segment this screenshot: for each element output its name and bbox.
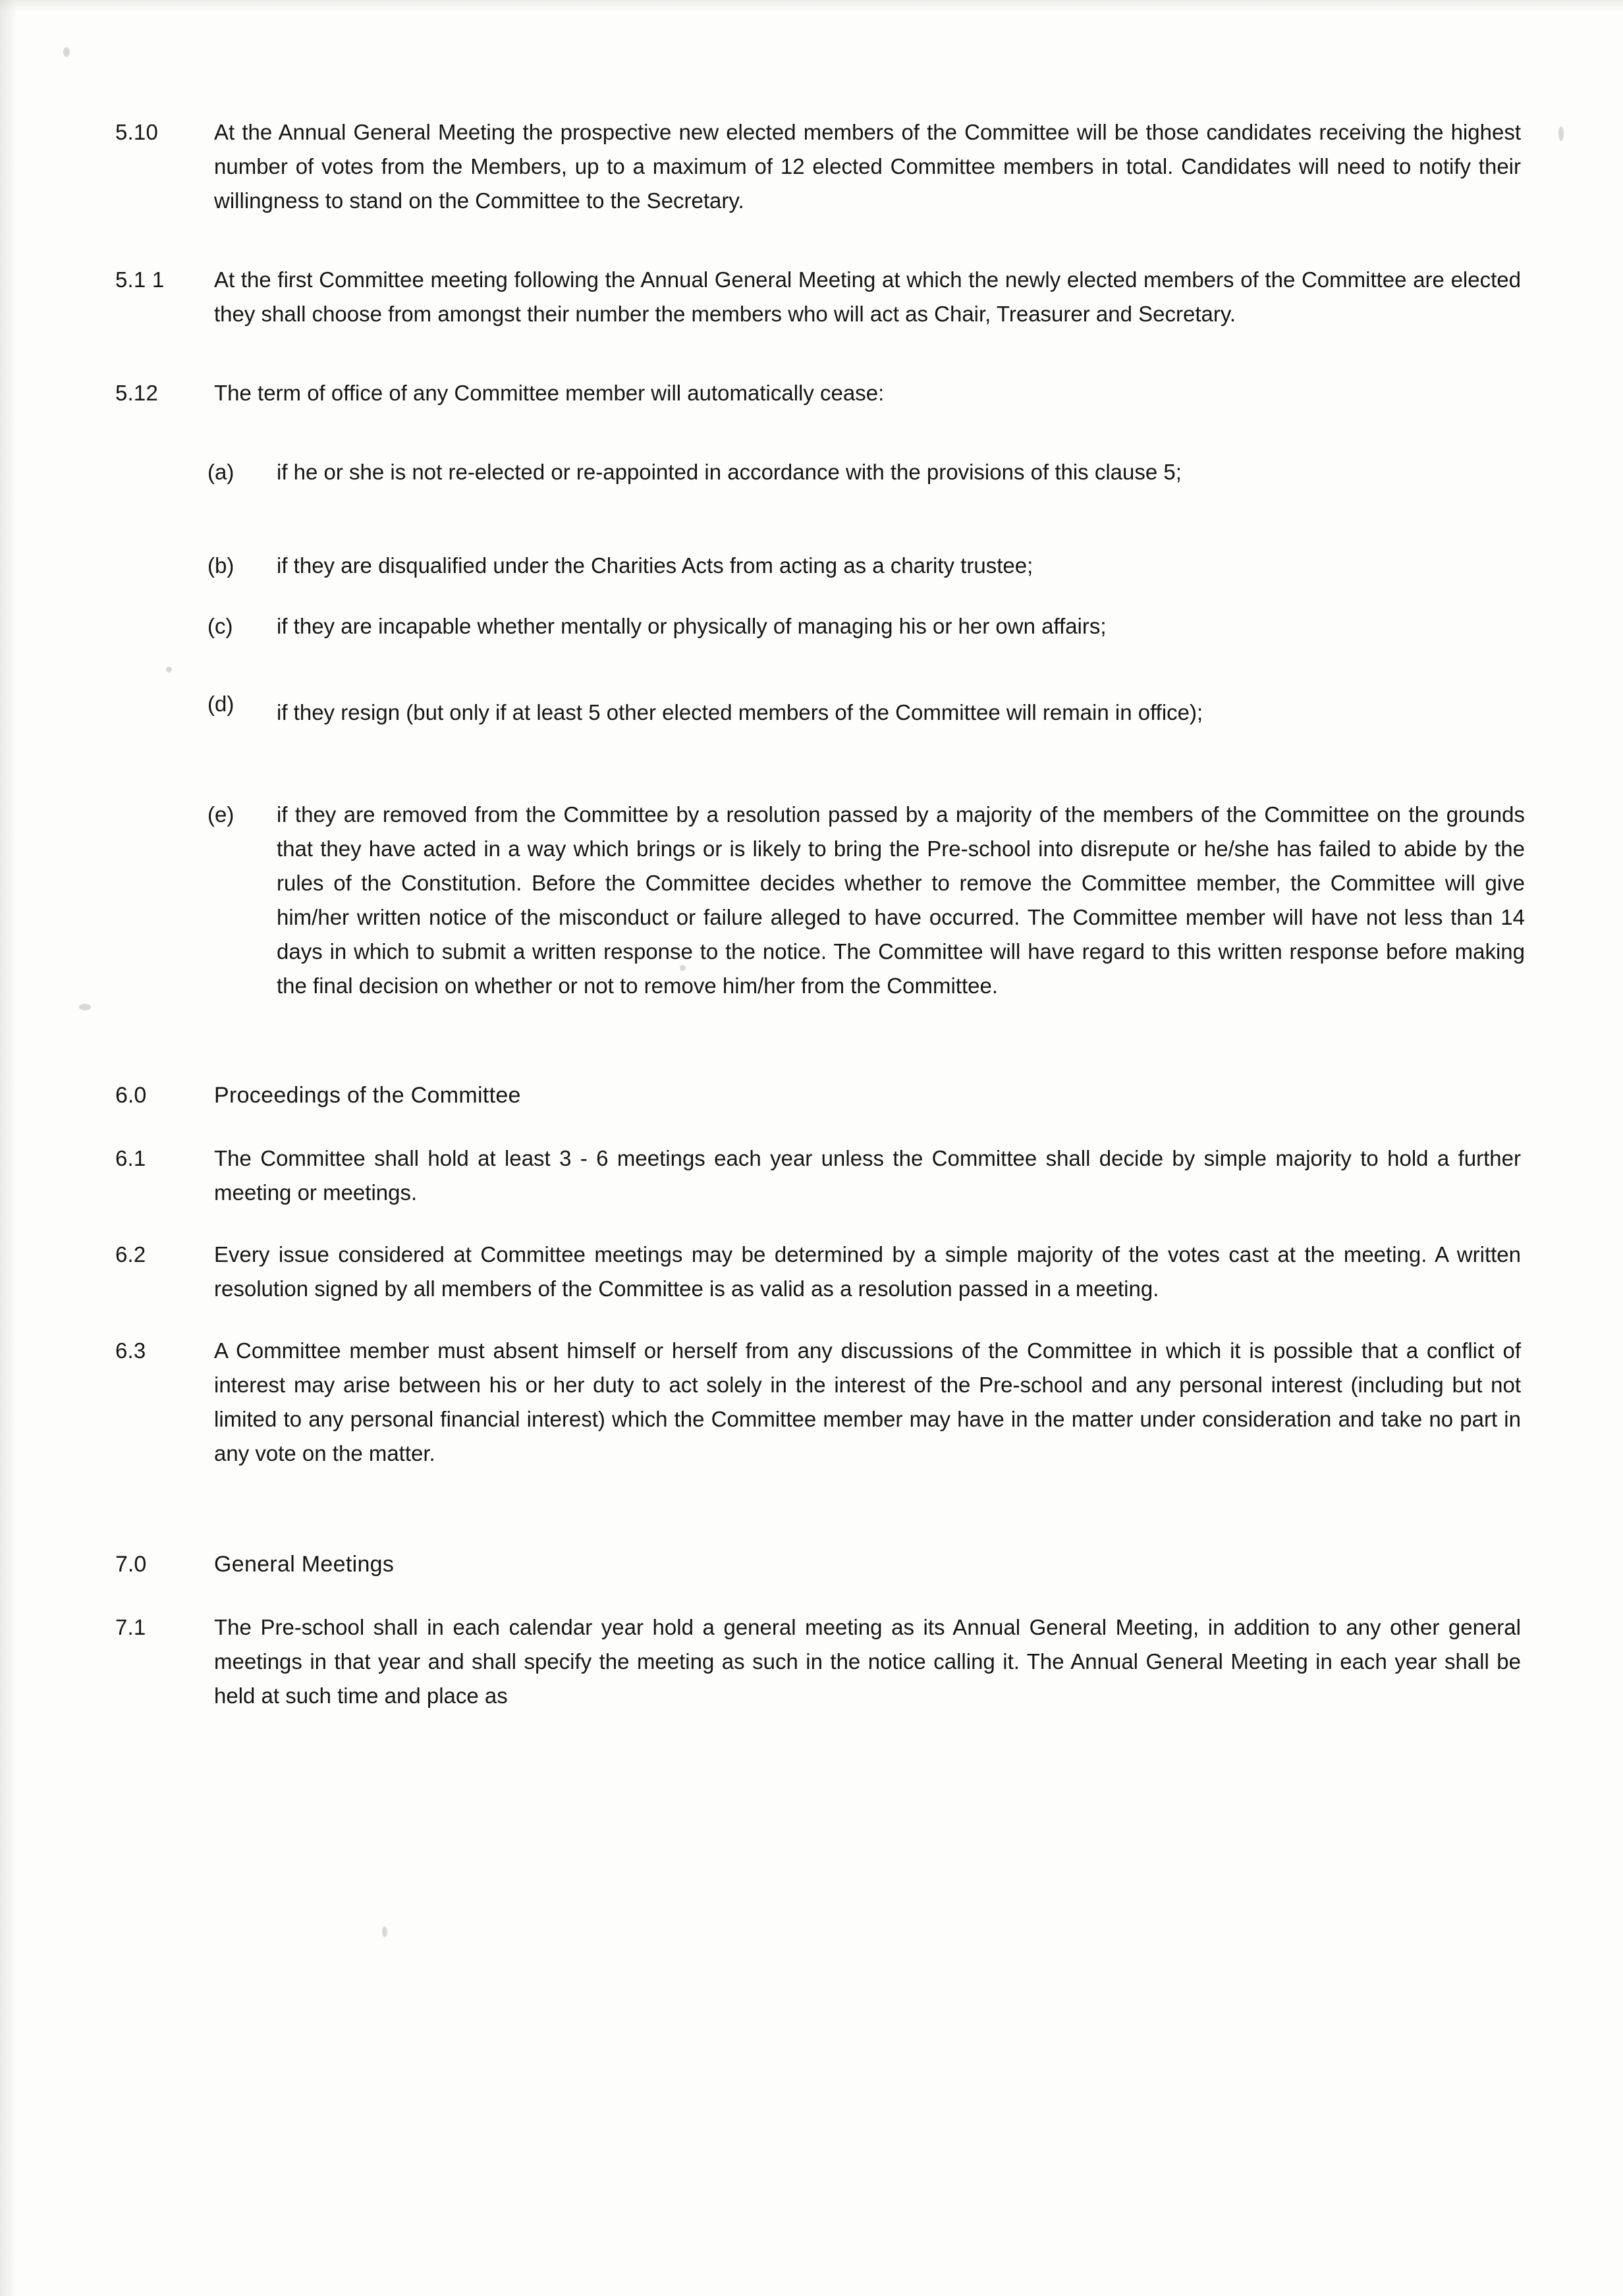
sub-item-a: [109, 455, 1525, 489]
clause-6-2: [109, 1238, 1525, 1306]
clause-text: Every issue considered at Committee meetings may be determined by a simple majority of the votes cast at the meeting. A written resolution signed by all members of the Committee is as valid as a resolution passed in a meeting.: [214, 1242, 1521, 1301]
section-title: Proceedings of the Committee: [214, 1083, 521, 1108]
clause-number: 6.1: [115, 1146, 146, 1170]
spacer: [109, 438, 1525, 455]
sub-item-letter: (c): [207, 614, 233, 638]
clause-7-1: [109, 1610, 1525, 1713]
clause-number: 7.1: [115, 1615, 146, 1639]
section-title: General Meetings: [214, 1552, 395, 1577]
sub-item-d: [109, 687, 1525, 738]
clause-number: 5.12: [115, 381, 159, 405]
clause-text: The term of office of any Committee member will automatically cease:: [214, 381, 885, 405]
scan-speck: [1558, 126, 1564, 141]
sub-item-letter: (d): [207, 692, 234, 716]
section-heading-6: [109, 1078, 1525, 1112]
clause-number: 6.2: [115, 1242, 146, 1267]
spacer: [109, 246, 1525, 263]
scan-speck: [79, 1004, 91, 1010]
scan-speck: [63, 47, 70, 57]
sub-item-letter: (e): [207, 802, 234, 827]
clause-6-1: [109, 1141, 1525, 1210]
sub-item-c: [109, 609, 1525, 643]
section-heading-7: [109, 1547, 1525, 1581]
document-body: [109, 115, 1525, 1741]
sub-item-e: [109, 798, 1525, 1003]
sub-item-text: if he or she is not re-elected or re-appointed in accordance with the provisions of this clause 5;: [277, 460, 1182, 484]
clause-number: 5.10: [115, 120, 159, 144]
spacer: [109, 670, 1525, 687]
clause-text: The Pre-school shall in each calendar year hold a general meeting as its Annual General Meeting, in addition to any other general meetings in that year and shall specify the meeting as such in the notice calling it. The Annual General Meeting in each year shall be held at such time and place as: [214, 1615, 1521, 1708]
section-number: 7.0: [115, 1552, 147, 1577]
sub-item-text: if they are disqualified under the Charities Acts from acting as a charity trustee;: [277, 553, 1033, 578]
clause-number: 5.1 1: [115, 267, 165, 292]
clause-text: At the first Committee meeting following the Annual General Meeting at which the newly elected members of the Committee are elected they shall choose from amongst their number the members who will act as Chair, Treasurer and Secretary.: [214, 267, 1521, 326]
spacer: [109, 359, 1525, 376]
clause-text: At the Annual General Meeting the prospective new elected members of the Committee will be those candidates receiving the highest number of votes from the Members, up to a maximum of 12 elected Committee members in total. Candidates will need to notify their willingness to stand on the Committee to the Secretary.: [214, 120, 1521, 213]
spacer: [109, 1029, 1525, 1078]
sub-item-text: if they resign (but only if at least 5 other elected members of the Committee will remain in office);: [277, 700, 1203, 724]
page-top-edge-shadow: [0, 0, 1623, 12]
clause-5-10: [109, 115, 1525, 218]
clause-5-12: [109, 376, 1525, 410]
sub-item-text: if they are incapable whether mentally or physically of managing his or her own affairs;: [277, 614, 1107, 638]
scan-speck: [382, 1927, 387, 1937]
spacer: [109, 516, 1525, 549]
clause-number: 6.3: [115, 1338, 146, 1363]
section-number: 6.0: [115, 1083, 147, 1108]
sub-item-letter: (b): [207, 553, 234, 578]
clause-text: A Committee member must absent himself or herself from any discussions of the Committee in which it is possible that a conflict of interest may arise between his or her duty to act solely in the interest of the Pre-school and any personal interest (including but not limited to any personal financial interest) which the Committee member may have in the matter under consideration and take no part in any vote on the matter.: [214, 1338, 1521, 1465]
sub-item-b: [109, 549, 1525, 583]
sub-item-text: if they are removed from the Committee by a resolution passed by a majority of the members of the Committee on the grounds that they have acted in a way which brings or is likely to bring the Pre-school into disrepute or he/she has failed to abide by the rules of the Constitution. Before the Committee decides whether to remove the Committee member, the Committee will give him/her written notice of the misconduct or failure alleged to have occurred. The Committee member will have not less than 14 days in which to submit a written response to the notice. The Committee will have regard to this written response before making the final decision on whether or not to remove him/her from the Committee.: [277, 802, 1525, 998]
clause-6-3: [109, 1334, 1525, 1471]
clause-5-11: [109, 263, 1525, 331]
spacer: [109, 765, 1525, 798]
sub-item-letter: (a): [207, 460, 234, 484]
clause-text: The Committee shall hold at least 3 - 6 meetings each year unless the Committee shall decide by simple majority to hold a further meeting or meetings.: [214, 1146, 1521, 1205]
page-left-edge-shadow: [0, 0, 17, 2296]
spacer: [109, 1498, 1525, 1547]
